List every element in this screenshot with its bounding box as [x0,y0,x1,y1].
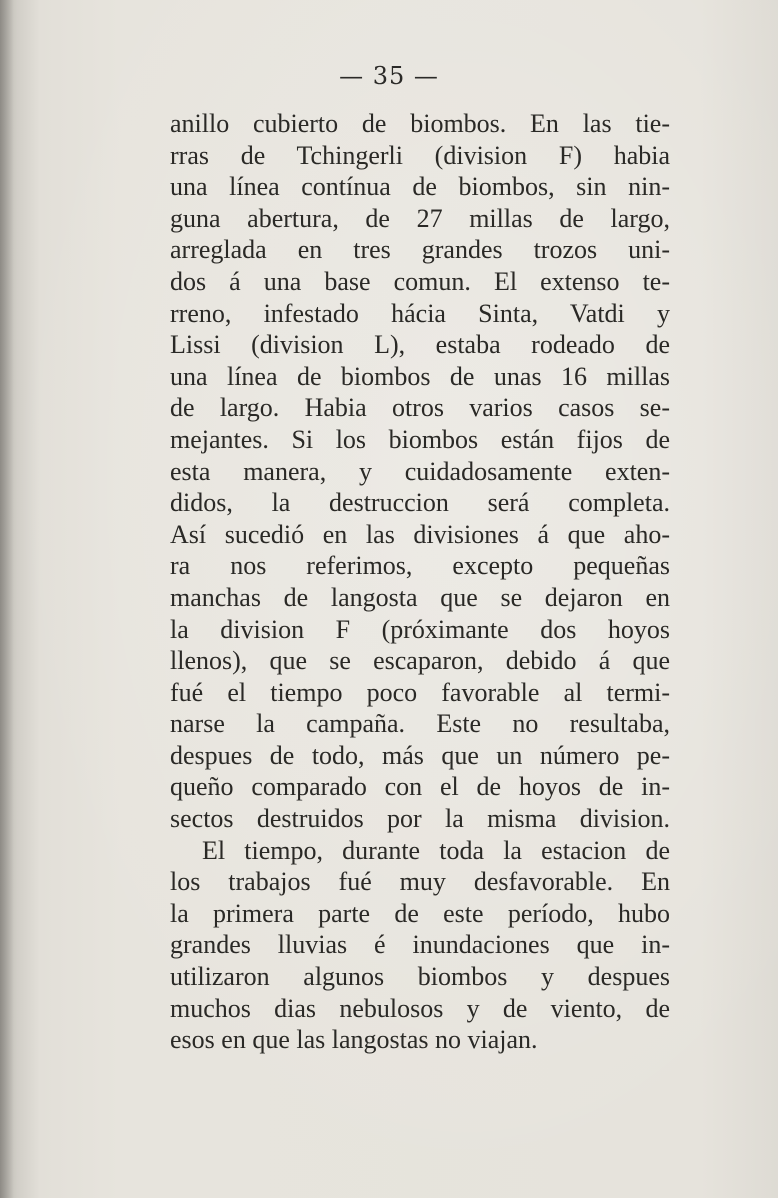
page-number: — 35 — [339,62,439,90]
text-line: anillo cubierto de biombos. En las tie- [170,109,670,138]
text-line: de largo. Habia otros varios casos se- [170,393,670,423]
text-line: guna abertura, de 27 millas de largo, [170,203,670,233]
text-line: la division F (próximante dos hoyos [170,614,670,644]
body-text [170,108,670,1056]
text-line: ra nos referimos, excepto pequeñas [170,551,670,581]
text-line: sectos destruidos por la misma division. [170,804,670,834]
text-line: fué el tiempo poco favorable al termi- [170,677,670,707]
text-line: rreno, infestado hácia Sinta, Vatdi y [170,298,670,328]
text-line: despues de todo, más que un número pe- [170,740,670,770]
text-line: mejantes. Si los biombos están fijos de [170,424,670,454]
text-line: grandes lluvias é inundaciones que in- [170,930,670,960]
text-line: una línea de biombos de unas 16 millas [170,361,670,391]
text-line: arreglada en tres grandes trozos uni- [170,235,670,265]
text-line: los trabajos fué muy desfavorable. En [170,867,670,897]
text-line: El tiempo, durante toda la estacion de [202,835,670,865]
text-line: Lissi (division L), estaba rodeado de [170,330,670,360]
text-line: queño comparado con el de hoyos de in- [170,772,670,802]
text-line: esos en que las langostas no viajan. [170,1025,538,1055]
text-line: rras de Tchingerli (division F) habia [170,140,670,170]
text-line: utilizaron algunos biombos y despues [170,962,670,992]
text-line: muchos dias nebulosos y de viento, de [170,993,670,1023]
text-line: narse la campaña. Este no resultaba, [170,709,670,739]
book-spine-shadow [0,0,14,1198]
text-line: didos, la destruccion será completa. [170,488,670,518]
text-line: dos á una base comun. El extenso te- [170,266,670,296]
text-line: la primera parte de este período, hubo [170,898,670,928]
text-line: esta manera, y cuidadosamente exten- [170,456,670,486]
text-line: Así sucedió en las divisiones á que aho- [170,519,670,549]
text-line: una línea contínua de biombos, sin nin- [170,172,670,202]
text-line: llenos), que se escaparon, debido á que [170,646,670,676]
text-line: manchas de langosta que se dejaron en [170,582,670,612]
